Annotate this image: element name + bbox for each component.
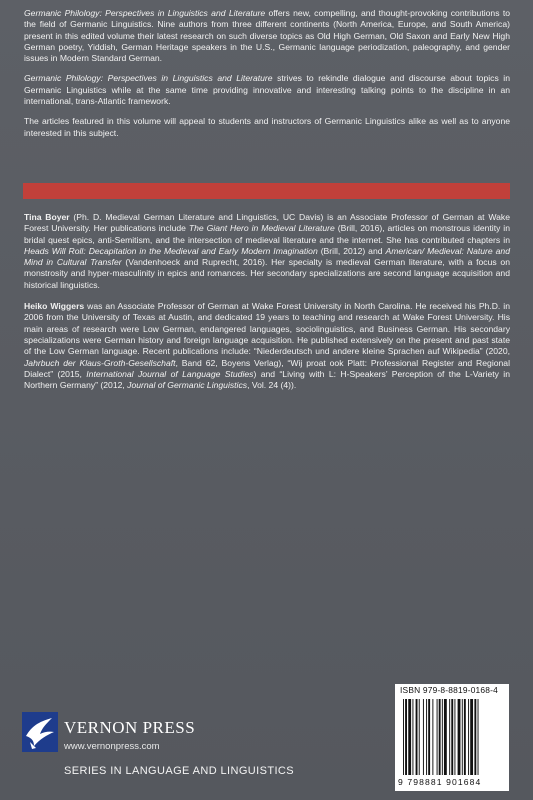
publication-title: The Giant Hero in Medieval Literature bbox=[188, 223, 335, 234]
bio-text: (Vandenhoeck and Ruprecht, 2016). Her specialty is medieval German literature, with a focus on monstrosity and hyper-masculinity in epics and romances. Her secondary specializations are second language acquisition and historical linguistics. bbox=[24, 257, 510, 290]
barcode-icon bbox=[401, 699, 503, 777]
description-paragraph-1 bbox=[24, 8, 510, 64]
author-name: Tina Boyer bbox=[24, 212, 70, 222]
publication-title: International Journal of Language Studies bbox=[86, 368, 254, 379]
bio-text: , Vol. 24 (4)). bbox=[247, 380, 297, 391]
bio-text: (Brill, 2016), articles on monstrous identity in bridal quest epics, anti-Semitism, and the intersection of medieval literature and the internet. She has contributed chapters in bbox=[24, 223, 510, 245]
series-name: SERIES IN LANGUAGE AND LINGUISTICS bbox=[64, 765, 294, 777]
publisher-name: VERNON PRESS bbox=[64, 718, 196, 737]
bio-text: , Band 62, Boyens Verlag), “Wij proat ook Platt: Professional Register and Regional Dialect” (2015, bbox=[24, 357, 510, 379]
book-description bbox=[24, 8, 510, 148]
bio-text: ) and “Living with L: H-Speakers’ Perception of the L-Variety in Northern Germany” (2012, bbox=[24, 368, 510, 391]
isbn-barcode-box bbox=[395, 684, 509, 791]
publisher-url: www.vernonpress.com bbox=[64, 741, 160, 752]
bio-heiko-wiggers bbox=[24, 301, 510, 391]
bio-text: (Brill, 2012) and bbox=[317, 245, 386, 256]
book-title: Germanic Philology: Perspectives in Linguistics and Literature bbox=[24, 73, 273, 84]
publisher-block bbox=[22, 712, 322, 792]
author-bios bbox=[24, 212, 510, 401]
barcode-digits: 9 798881 901684 bbox=[398, 777, 482, 787]
bio-tina-boyer bbox=[24, 212, 510, 291]
publication-title: Jahrbuch der Klaus-Groth-Gesellschaft bbox=[24, 357, 176, 368]
description-text: strives to rekindle dialogue and discourse about topics in Germanic Linguistics while at the same time providing innovative and interesting talking points to the discipline in an international, trans-Atlantic framework. bbox=[24, 73, 510, 107]
accent-divider-bar bbox=[23, 183, 510, 199]
publication-title: American/ Medieval: Nature and Mind in Cultural Transfer bbox=[24, 245, 510, 268]
bio-text: was an Associate Professor of German at Wake Forest University in North Carolina. He received his Ph.D. in 2006 from the University of Texas at Austin, and dedicated 19 years to teaching and research at Wake Forest University. His main areas of research were Low German, endangered languages, sociolinguistics, and Business German. His secondary specializations were German history and foreign language acquisition. He published extensively on the present and past state of the Low German language. Recent publications include: “Niederdeutsch und andere kleine Sprachen auf Wikipedia” (2020, bbox=[24, 301, 510, 357]
publication-title: Journal of Germanic Linguistics bbox=[127, 380, 248, 391]
bio-text: (Ph. D. Medieval German Literature and Linguistics, UC Davis) is an Associate Professor of German at Wake Forest University. Her publications include bbox=[24, 212, 510, 234]
publication-title: Heads Will Roll: Decapitation in the Medieval and Early Modern Imagination bbox=[24, 245, 318, 256]
vernon-press-bird-logo-icon bbox=[22, 712, 58, 752]
book-title: Germanic Philology: Perspectives in Linguistics and Literature bbox=[24, 8, 266, 18]
description-paragraph-3: The articles featured in this volume will appeal to students and instructors of Germanic Linguistics alike as well as to anyone interested in this subject. bbox=[24, 116, 510, 138]
author-name: Heiko Wiggers bbox=[24, 301, 85, 312]
description-paragraph-2 bbox=[24, 73, 510, 107]
description-text: offers new, compelling, and thought-provoking contributions to the field of Germanic Linguistics. Nine authors from three different continents (North America, Europe, and South America) present in this edited volume their latest research on such diverse topics as Old High German, Old Saxon and Early New High German poetry, Yiddish, German Heritage speakers in the U.S., Germanic language periodization, paleography, and gender issues in Modern Standard German. bbox=[24, 8, 510, 64]
isbn-label: ISBN 979-8-8819-0168-4 bbox=[400, 685, 498, 695]
